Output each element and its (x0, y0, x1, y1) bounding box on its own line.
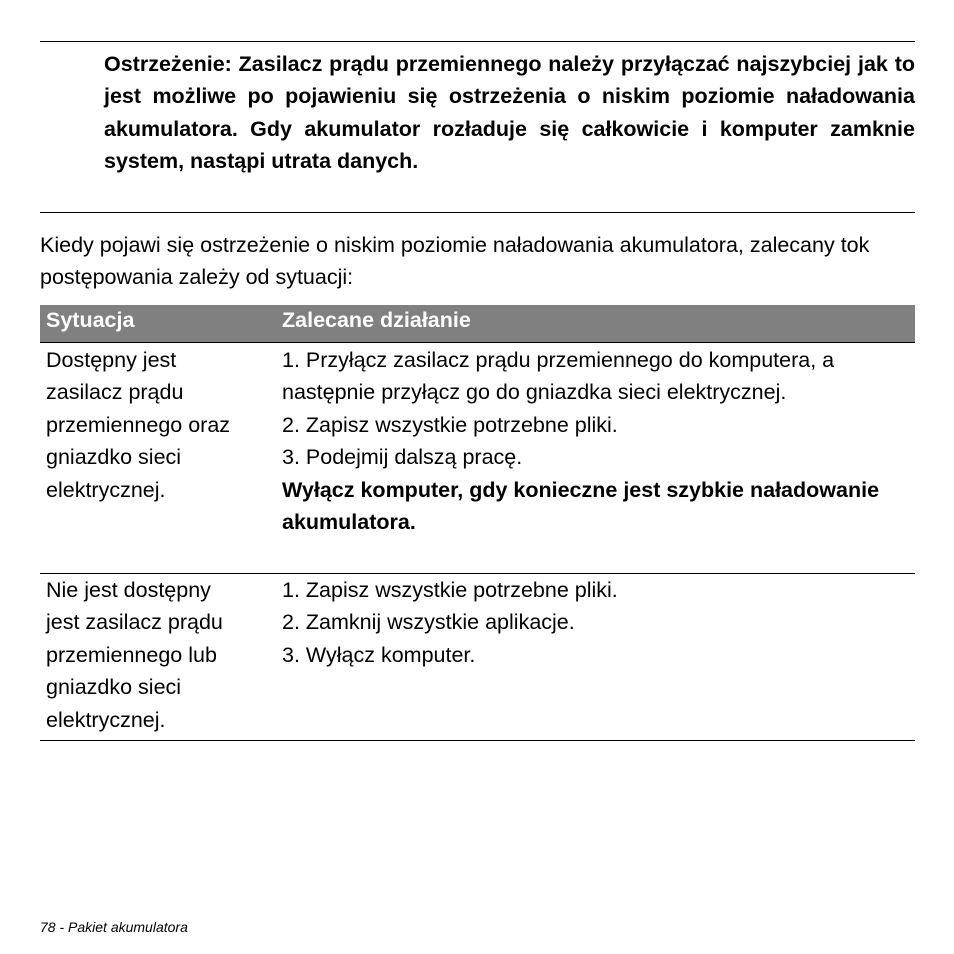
header-situation: Sytuacja (46, 308, 135, 332)
table-row (40, 574, 915, 741)
warning-top-rule (40, 41, 915, 42)
document-page (40, 0, 915, 954)
action-cell (278, 344, 915, 573)
intro-paragraph: Kiedy pojawi się ostrzeżenie o niskim poziomie naładowania akumulatora, zalecany tok postępowania zależy od sytuacji: (40, 233, 870, 290)
action-cell (278, 574, 915, 740)
action-step: 3. Wyłącz komputer. (282, 642, 476, 667)
header-action: Zalecane działanie (282, 308, 471, 332)
warning-text: Ostrzeżenie: Zasilacz prądu przemiennego należy przyłączać najszybciej jak to jest możliwe po pojawieniu się ostrzeżenia o niskim poziomie naładowania akumulatora. Gdy akumulator rozładuje się całkowicie i komputer zamknie system, nastąpi utrata danych. (104, 52, 915, 174)
action-step: 1. Przyłącz zasilacz prądu przemiennego do komputera, a następnie przyłącz go do gniazdka sieci elektrycznej. (282, 348, 835, 405)
page-footer: 78 - Pakiet akumulatora (40, 919, 188, 935)
action-step: 2. Zamknij wszystkie aplikacje. (282, 610, 575, 635)
table-row (40, 343, 915, 574)
table-header (40, 305, 915, 343)
action-step: 3. Podejmij dalszą pracę. (282, 445, 523, 470)
action-step: 2. Zapisz wszystkie potrzebne pliki. (282, 412, 618, 437)
warning-bottom-rule (40, 212, 915, 213)
situation-cell: Dostępny jest zasilacz prądu przemiennego oraz gniazdko sieci elektrycznej. (46, 348, 231, 502)
action-step: 1. Zapisz wszystkie potrzebne pliki. (282, 578, 618, 602)
situation-cell: Nie jest dostępny jest zasilacz prądu przemiennego lub gniazdko sieci elektrycznej. (46, 578, 223, 732)
action-note: Wyłącz komputer, gdy konieczne jest szybkie naładowanie akumulatora. (282, 477, 880, 535)
situation-table (40, 305, 915, 741)
